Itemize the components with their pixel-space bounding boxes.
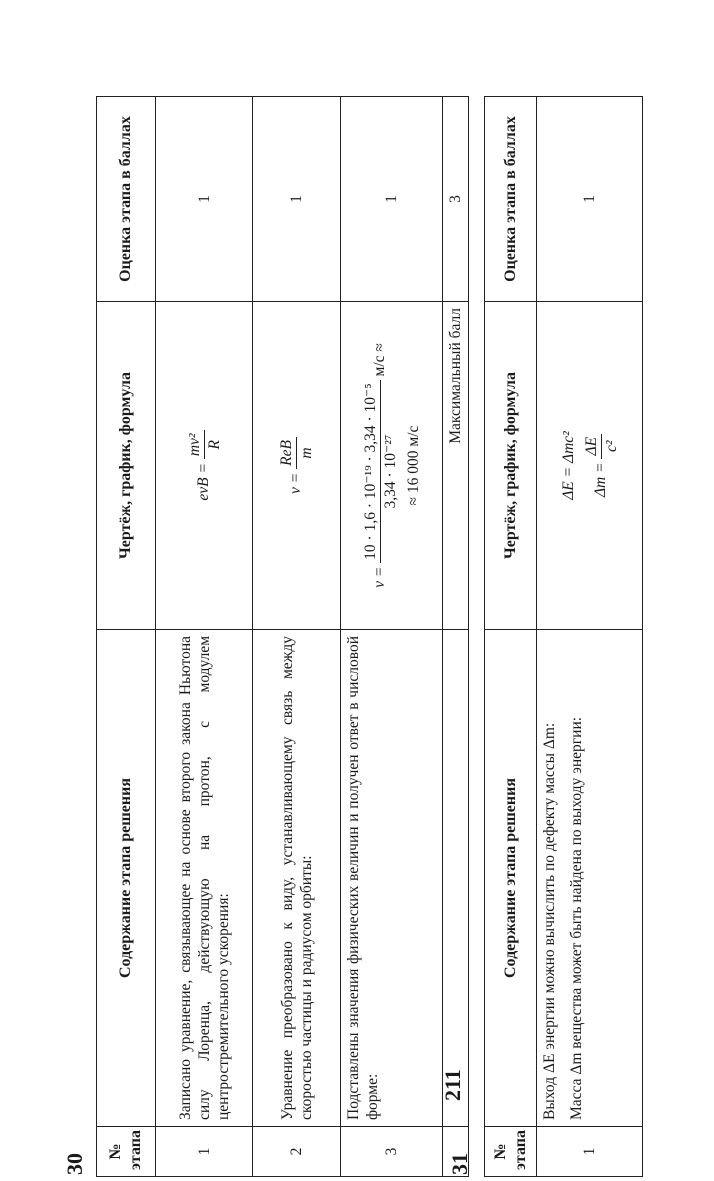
stage-score: 1 bbox=[341, 97, 443, 302]
table-row bbox=[253, 97, 341, 1177]
formula-denominator: 3,34 · 10⁻²⁷ bbox=[381, 434, 399, 509]
task-31-number: 31 bbox=[447, 1153, 472, 1175]
formula-lhs: v = bbox=[287, 472, 305, 494]
formula-numerator: mv² bbox=[185, 430, 205, 459]
stage-number: 2 bbox=[253, 1127, 341, 1177]
header-content: Содержание этапа решения bbox=[485, 630, 537, 1127]
formula-line bbox=[361, 308, 400, 623]
stage-number: 3 bbox=[341, 1127, 443, 1177]
header-score: Оценка этапа в баллах bbox=[485, 97, 537, 302]
header-score: Оценка этапа в баллах bbox=[97, 97, 156, 302]
formula-lhs: evB = bbox=[194, 463, 212, 501]
formula-fraction bbox=[185, 430, 224, 459]
max-score-value: 3 bbox=[443, 97, 469, 302]
task-31-table bbox=[484, 96, 643, 1177]
formula-fraction bbox=[361, 380, 400, 562]
header-content: Содержание этапа решения bbox=[97, 630, 156, 1127]
table-row bbox=[341, 97, 443, 1177]
header-formula: Чертёж, график, формула bbox=[97, 302, 156, 630]
formula-line: ΔE = Δmc² bbox=[559, 431, 577, 500]
formula-denominator: c² bbox=[602, 440, 620, 453]
table-header-row bbox=[97, 97, 156, 1177]
stage-content-part: Масса Δm вещества может быть найдена по выходу энергии: bbox=[568, 716, 585, 1120]
page-number: 211 bbox=[440, 1069, 465, 1101]
stage-content: Записано уравнение, связывающее на основе второго закона Ньютона силу Лоренца, действующую на протон, с модулем центростремительного ускорения: bbox=[156, 630, 253, 1127]
stage-formula bbox=[341, 302, 443, 630]
stage-score: 1 bbox=[253, 97, 341, 302]
stage-number: 1 bbox=[537, 1127, 643, 1177]
table-row bbox=[156, 97, 253, 1177]
stage-formula bbox=[156, 302, 253, 630]
formula-denominator: R bbox=[205, 440, 223, 450]
formula-rhs: м/с ≈ bbox=[370, 343, 388, 377]
table-row bbox=[537, 97, 643, 1177]
formula-lhs: v = bbox=[370, 566, 388, 588]
stage-content: Уравнение преобразовано к виду, устанавливающему связь между скоростью частицы и радиусом орбиты: bbox=[253, 630, 341, 1127]
stage-formula bbox=[537, 302, 643, 630]
header-stage: № этапа bbox=[485, 1127, 537, 1177]
empty-cell bbox=[443, 630, 469, 1127]
formula-fraction bbox=[582, 434, 621, 459]
table-row-total bbox=[443, 97, 469, 1177]
stage-score: 1 bbox=[156, 97, 253, 302]
formula-fraction bbox=[277, 437, 316, 469]
formula-numerator: ΔE bbox=[582, 434, 602, 459]
stage-number: 1 bbox=[156, 1127, 253, 1177]
stage-content bbox=[537, 630, 643, 1127]
formula-line bbox=[582, 308, 621, 623]
formula-denominator: m bbox=[298, 447, 315, 459]
header-stage: № этапа bbox=[97, 1127, 156, 1177]
max-score-label: Максимальный балл bbox=[443, 302, 469, 630]
formula-result: ≈ 16 000 м/с bbox=[404, 425, 422, 506]
header-formula: Чертёж, график, формула bbox=[485, 302, 537, 630]
stage-content: Подставлены значения физических величин и получен ответ в числовой форме: bbox=[341, 630, 443, 1127]
table-header-row bbox=[485, 97, 537, 1177]
formula-lhs: Δm = bbox=[591, 462, 609, 498]
formula-numerator: 10 · 1,6 · 10⁻¹⁹ · 3,34 · 10⁻⁵ bbox=[361, 380, 381, 562]
formula-numerator: ReB bbox=[277, 437, 297, 469]
task-30-number: 30 bbox=[62, 1153, 87, 1175]
task-30-table bbox=[96, 96, 469, 1177]
stage-content-part: Выход ΔE энергии можно вычислить по дефекту массы Δm: bbox=[541, 722, 558, 1120]
stage-formula bbox=[253, 302, 341, 630]
stage-score: 1 bbox=[537, 97, 643, 302]
